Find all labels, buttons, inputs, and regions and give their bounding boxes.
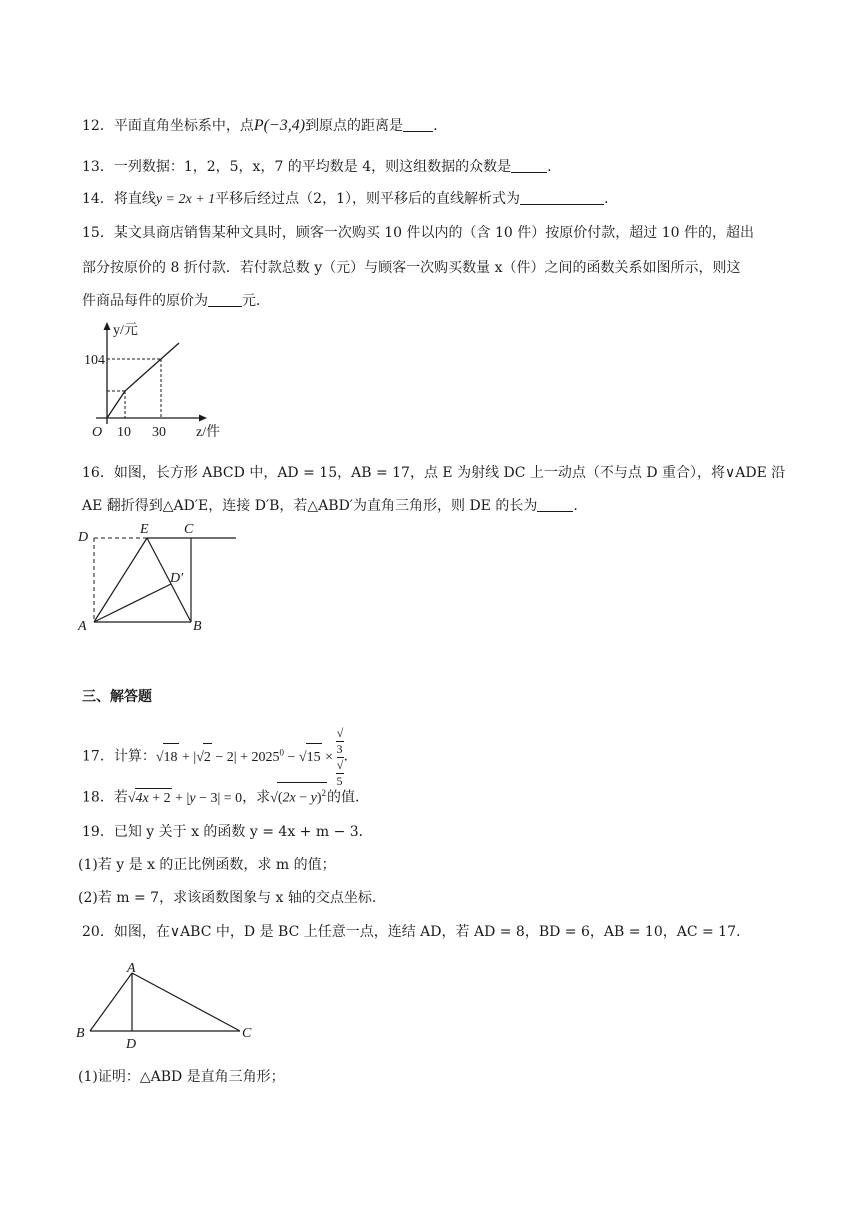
question-number: 15． [82,225,114,241]
answer-blank[interactable] [208,292,242,307]
label-E: E [140,522,149,537]
question-number: 12． [82,118,114,134]
label-D: D [126,1037,137,1052]
x-axis-label: z/件 [196,425,221,440]
segment-AC [132,973,240,1031]
label-B: B [193,619,202,634]
question-number: 14． [82,191,114,207]
question-19: 19．已知 y 关于 x 的函数 y = 4x + m − 3． [82,824,373,840]
answer-blank[interactable] [511,158,547,173]
question-16-line-1: 16．如图，长方形 ABCD 中，AD = 15，AB = 17，点 E 为射线 DC 上一动点（不与点 D 重合），将∨ADE 沿 [82,465,786,481]
question-13: 13．一列数据：1，2，5，x，7 的平均数是 4，则这组数据的众数是 . [82,159,552,175]
question-15-line-2: 部分按原价的 8 折付款．若付款总数 y（元）与顾客一次购买数量 x（件）之间的函数关系如图所示，则这 [82,260,741,276]
segment-EB [147,538,191,622]
question-number: 20． [82,924,114,940]
origin-label: O [92,425,103,440]
question-19-part-2: (2)若 m = 7，求该函数图象与 x 轴的交点坐标. [78,890,377,906]
x-tick-label: 10 [117,425,131,440]
segment-AB [90,973,132,1031]
y-axis-label: y/元 [113,323,138,338]
y-tick-label: 104 [84,353,105,368]
question-number: 16． [82,465,114,481]
question-number: 17． [82,748,114,765]
price-function-graph [84,320,224,445]
question-number: 18． [82,789,114,806]
rectangle-fold-figure [70,518,250,638]
question-number: 13． [82,159,114,175]
question-15-line-1: 15．某文具商店销售某种文具时，顾客一次购买 10 件以内的（含 10 件）按原价付款，超过 10 件的，超出 [82,225,754,241]
question-20: 20．如图，在∨ABC 中，D 是 BC 上任意一点，连结 AD，若 AD = 8，BD = 6，AB = 10，AC = 17. [82,924,741,940]
triangle-abc-figure [70,955,270,1050]
point-p: P(−3,4) [253,117,306,134]
question-16-line-2: AE 翻折得到△AD′E，连接 D′B，若△ABD′为直角三角形，则 DE 的长为 . [82,498,578,514]
label-C: C [184,522,194,537]
question-12: 12．平面直角坐标系中，点P(−3,4)到原点的距离是 . [82,117,438,134]
question-14: 14．将直线y = 2x + 1平移后经过点（2，1），则平移后的直线解析式为 . [82,191,609,207]
answer-blank[interactable] [520,190,604,205]
question-number: 19． [82,824,114,840]
math-expression: $√18 + |√2 - 2| + 2025^0 - √15$ × √ 3 √ 5 [155,726,344,788]
label-D: D [78,530,89,545]
x-tick-label: 30 [152,425,166,440]
section-heading: 三、解答题 [82,689,152,705]
label-A: A [78,619,87,634]
line-equation: y = 2x + 1 [155,192,216,207]
label-A: A [127,961,136,976]
question-15-line-3: 件商品每件的原价为 元． [82,293,270,309]
x-axis-arrow [199,415,207,422]
condition-expression: √4x + 2 + |y − 3| = 0 [128,791,242,806]
question-17: 17．计算：$√18 + |√2 - 2| + 2025^0 - √15$ × √ 3 √ 5 . [82,726,348,788]
question-20-part-1: (1)证明：△ABD 是直角三角形； [78,1069,285,1085]
answer-blank[interactable] [403,117,433,132]
question-19-part-1: (1)若 y 是 x 的正比例函数，求 m 的值； [78,857,336,873]
question-18: 18．若√4x + 2 + |y − 3| = 0，求$√(2x - y)^2$的值. [82,782,359,809]
answer-blank[interactable] [537,497,573,512]
function-line [107,343,179,418]
target-expression: $√(2x - y)^2$ [270,791,327,806]
y-axis-arrow [104,322,111,330]
label-B: B [76,1026,85,1041]
label-D-prime: D′ [170,571,184,586]
label-C: C [242,1026,252,1041]
